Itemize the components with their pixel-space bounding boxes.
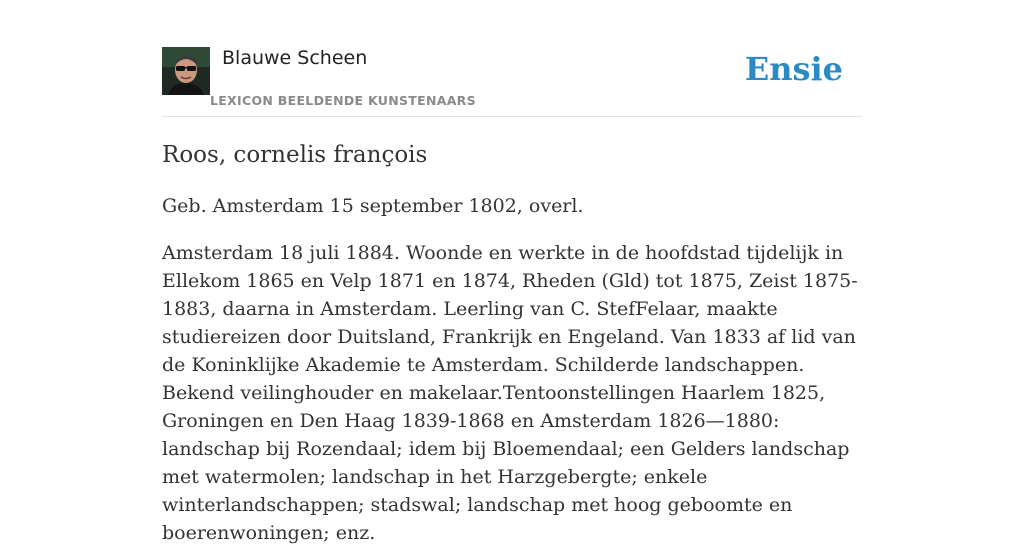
author-name[interactable]: Blauwe Scheen bbox=[222, 47, 368, 69]
author-photo-icon bbox=[162, 47, 210, 95]
article-paragraph: Geb. Amsterdam 15 september 1802, overl. bbox=[162, 195, 584, 217]
brand-logo[interactable]: Ensie bbox=[744, 50, 843, 88]
publication-label[interactable]: LEXICON BEELDENDE KUNSTENAARS bbox=[210, 93, 476, 108]
article-header bbox=[162, 46, 862, 117]
article-paragraph: Amsterdam 18 juli 1884. Woonde en werkte in de hoofdstad tijdelijk in Ellekom 1865 en Velp 1871 en 1874, Rheden (Gld) tot 1875, Zeist 1875-1883, daarna in Amsterdam. Leerling van C. StefFelaar, maakte studiereizen door Duitsland, Frankrijk en Engeland. Van 1833 af lid van de Koninklijke Akademie te Amsterdam. Schilderde landschappen. Bekend veilinghouder en makelaar.Tentoonstellingen Haarlem 1825, Groningen en Den Haag 1839-1868 en Amsterdam 1826—1880: landschap bij Rozendaal; idem bij Bloemendaal; een Gelders landschap met watermolen; landschap in het Harzgebergte; enkele winterlandschappen; stadswal; landschap met hoog geboomte en boerenwoningen; enz. bbox=[162, 242, 858, 544]
author-avatar[interactable] bbox=[162, 47, 210, 95]
article-title: Roos, cornelis françois bbox=[162, 142, 428, 168]
